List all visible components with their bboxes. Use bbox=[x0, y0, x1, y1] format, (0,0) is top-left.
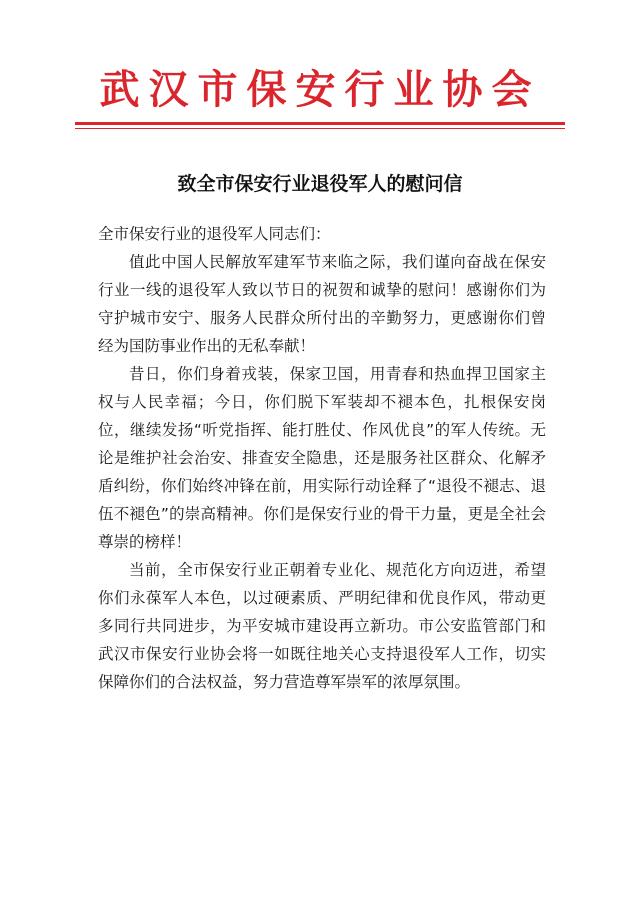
letterhead-rule-thick bbox=[75, 122, 565, 125]
letterhead-org-name: 武汉市保安行业协会 bbox=[99, 66, 541, 113]
letter-paragraph: 当前，全市保安行业正朝着专业化、规范化方向迈进，希望你们永葆军人本色，以过硬素质、严明纪律和优良作风，带动更多同行共同进步，为平安城市建设再立新功。市公安监管部门和武汉市保安行业协会将一如既往地关心支持退役军人工作，切实保障你们的合法权益，努力营造尊军崇军的浓厚氛围。 bbox=[98, 561, 546, 691]
letter-paragraph: 昔日，你们身着戎装，保家卫国，用青春和热血捍卫国家主权与人民幸福；今日，你们脱下军装却不褪本色，扎根保安岗位，继续发扬“听党指挥、能打胜仗、作风优良”的军人传统。无论是维护社会治安、排查安全隐患，还是服务社区群众、化解矛盾纠纷，你们始终冲锋在前，用实际行动诠释了“退役不褪志、退伍不褪色”的崇高精神。你们是保安行业的骨干力量，更是全社会尊崇的榜样！ bbox=[98, 365, 546, 551]
letter-paragraph: 值此中国人民解放军建军节来临之际，我们谨向奋战在保安行业一线的退役军人致以节日的祝贺和诚挚的慰问！感谢你们为守护城市安宁、服务人民群众所付出的辛勤努力，更感谢你们曾经为国防事业作出的无私奉献！ bbox=[98, 253, 546, 355]
letter-title: 致全市保安行业退役军人的慰问信 bbox=[177, 173, 463, 195]
letter-body bbox=[98, 220, 546, 696]
letterhead-rule-thin bbox=[75, 128, 565, 129]
letter-salutation: 全市保安行业的退役军人同志们： bbox=[98, 225, 331, 243]
